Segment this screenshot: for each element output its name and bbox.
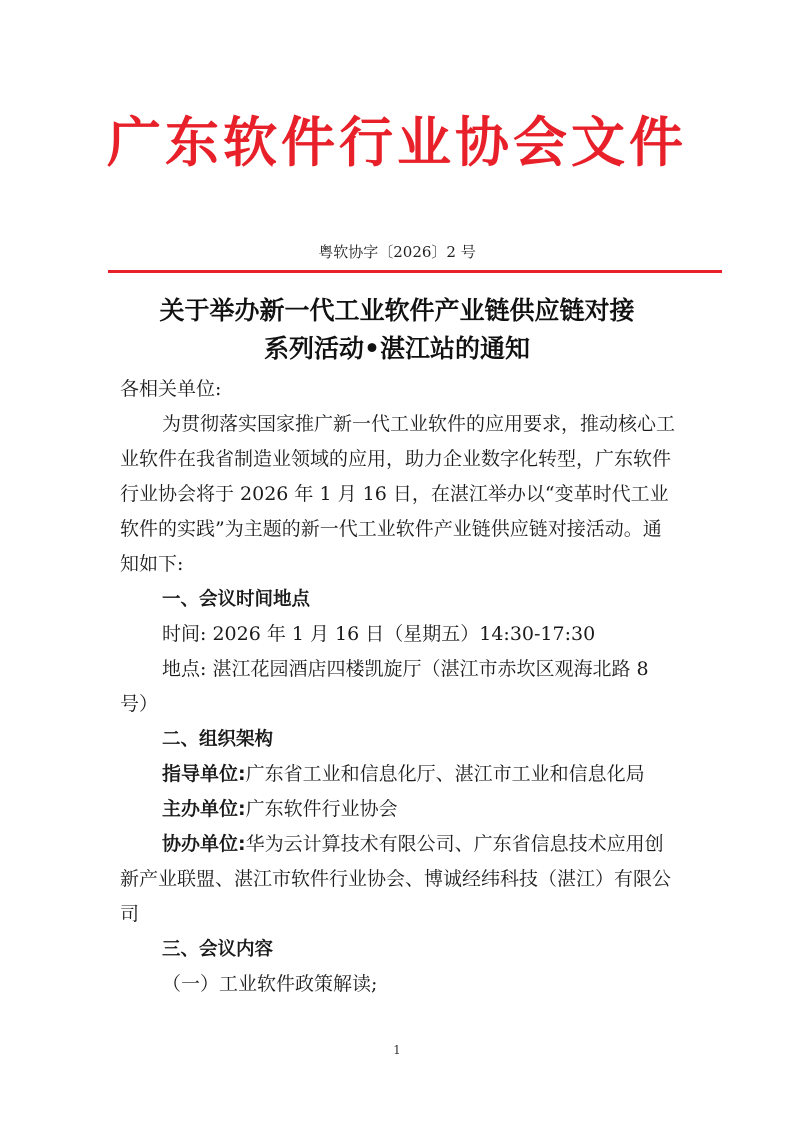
red-separator-line — [108, 270, 722, 273]
page-number: 1 — [393, 1043, 401, 1057]
host-unit-value: 广东软件行业协会 — [245, 798, 398, 820]
meeting-time: 时间: 2026 年 1 月 16 日（星期五）14:30-17:30 — [162, 623, 596, 645]
notice-title-line-2: 系列活动•湛江站的通知 — [264, 334, 530, 363]
guide-unit-label: 指导单位: — [162, 763, 246, 785]
host-unit-label: 主办单位: — [162, 798, 246, 820]
co-organizer-value: 华为云计算技术有限公司、广东省信息技术应用创新产业联盟、湛江市软件行业协会、博诚经纬科技（湛江）有限公司 — [120, 833, 672, 925]
content-item-1: （一）工业软件政策解读; — [162, 973, 378, 995]
meeting-place: 地点: 湛江花园酒店四楼凯旋厅（湛江市赤坎区观海北路 8 号） — [120, 658, 649, 715]
host-unit — [120, 792, 676, 827]
section-3-heading: 三、会议内容 — [162, 939, 274, 960]
notice-title — [100, 292, 694, 368]
intro-paragraph: 为贯彻落实国家推广新一代工业软件的应用要求，推动核心工业软件在我省制造业领域的应用，助力企业数字化转型，广东软件行业协会将于 2026 年 1 月 16 日，在湛江举办以“变革时代工业软件的实践”为主题的新一代工业软件产业链供应链对接活动。通知如下: — [120, 413, 676, 575]
co-organizer-unit — [120, 827, 676, 932]
document-number: 粤软协字〔2026〕2 号 — [318, 243, 476, 261]
salutation: 各相关单位: — [120, 378, 222, 400]
section-2-heading: 二、组织架构 — [162, 729, 274, 750]
guide-unit — [120, 757, 676, 792]
notice-body — [120, 372, 676, 1002]
guide-unit-value: 广东省工业和信息化厅、湛江市工业和信息化局 — [245, 763, 645, 785]
masthead-title: 广东软件行业协会文件 — [107, 111, 687, 174]
notice-title-line-1: 关于举办新一代工业软件产业链供应链对接 — [159, 296, 635, 325]
section-1-heading: 一、会议时间地点 — [162, 589, 311, 610]
co-organizer-label: 协办单位: — [162, 833, 246, 855]
